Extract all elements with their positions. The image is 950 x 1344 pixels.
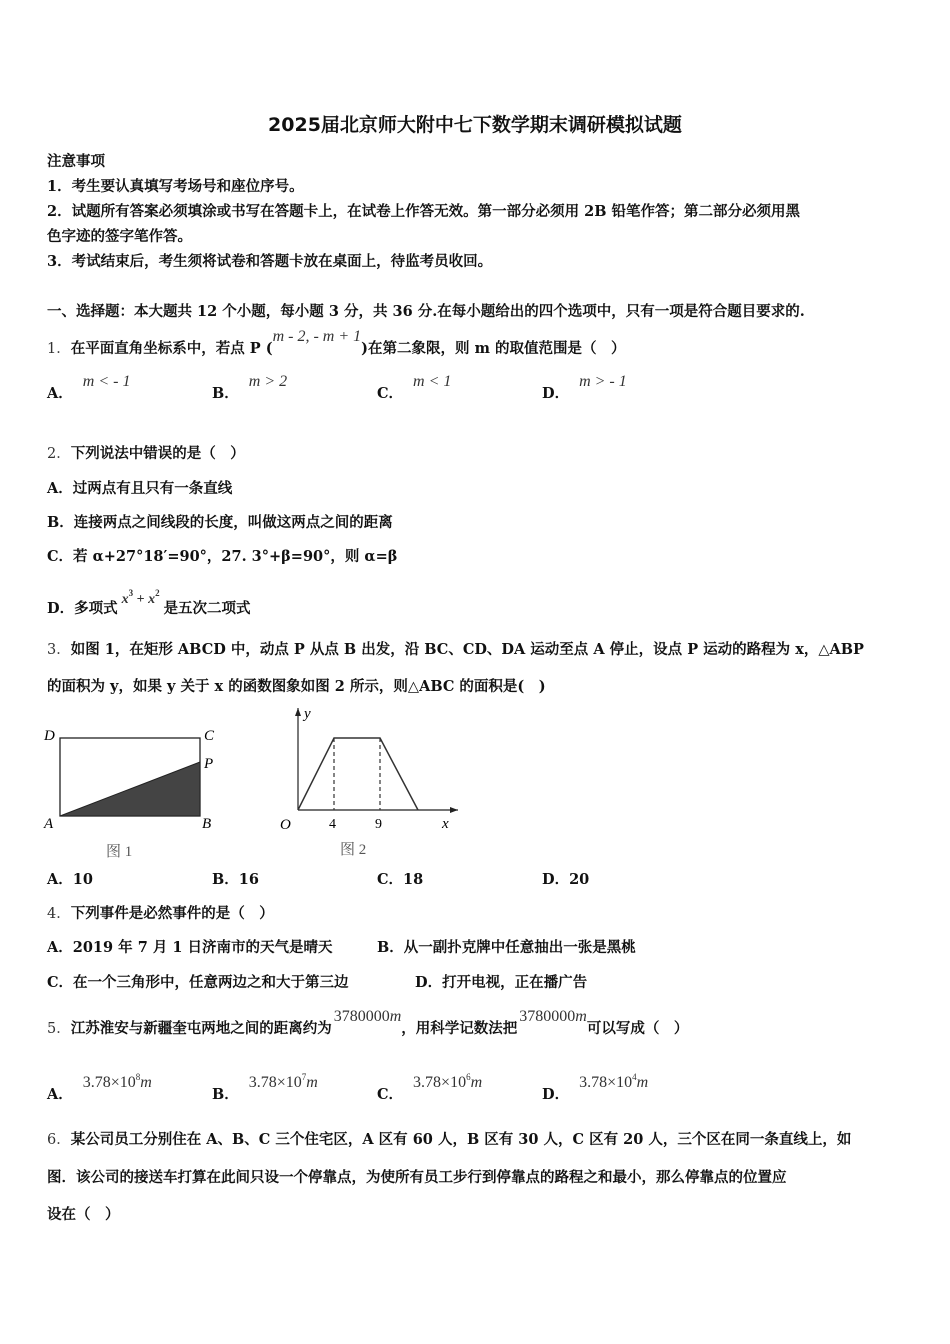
question-6-cont: 图．该公司的接送车打算在此间只设一个停靠点，为使所有员工步行到停靠点的路程之和最小，那么停靠点的位置应 (47, 1169, 787, 1186)
question-stem: 在平面直角坐标系中，若点 P ( (70, 340, 273, 357)
tick-9: 9 (375, 817, 382, 832)
label-x: x (442, 816, 449, 832)
q1-option-d: D．m > - 1 (542, 373, 627, 402)
q3-option-c: C．18 (377, 871, 424, 888)
q3-option-a: A．10 (47, 871, 93, 888)
q1-option-a: A．m < - 1 (47, 373, 131, 402)
figure-1-rectangle (40, 722, 230, 862)
question-4: 4．下列事件是必然事件的是（ ） (47, 905, 274, 922)
triangle-abp (60, 762, 200, 816)
notice-item-3: 3．考试结束后，考生须将试卷和答题卡放在桌面上，待监考员收回。 (47, 253, 493, 270)
q4-option-a: A．2019 年 7 月 1 日济南市的天气是晴天 (47, 939, 333, 956)
x-axis-arrow (450, 807, 458, 813)
math-expression: m - 2, - m + 1 (272, 328, 362, 345)
q5-option-c: C．$3.78\times 10^6m$ (377, 1072, 483, 1103)
notice-item-2: 2．试题所有答案必须填涂或书写在答题卡上，在试卷上作答无效。第一部分必须用 2B 铅笔作答；第二部分必须用黑 (47, 203, 801, 220)
label-y: y (304, 706, 311, 722)
q2-option-b: B．连接两点之间线段的长度，叫做这两点之间的距离 (47, 514, 393, 531)
notice-item-2-cont: 色字迹的签字笔作答。 (47, 228, 192, 245)
notice-heading: 注意事项 (47, 153, 105, 170)
section-heading: 一、选择题：本大题共 12 个小题，每小题 3 分，共 36 分.在每小题给出的四个选项中，只有一项是符合题目要求的. (47, 303, 805, 320)
label-c: C (204, 728, 215, 744)
label-p: P (204, 756, 214, 772)
q3-option-d: D．20 (542, 871, 590, 888)
q4-option-c: C．在一个三角形中，任意两边之和大于第三边 (47, 974, 349, 991)
q2-option-a: A．过两点有且只有一条直线 (47, 480, 233, 497)
label-d: D (44, 728, 55, 744)
figure-1-caption: 图 1 (106, 844, 133, 860)
q2-option-c: C．若 α+27°18′=90°，27. 3°+β=90°，则 α=β (47, 548, 398, 565)
question-number: 1． (47, 341, 71, 357)
q5-option-a: A．$3.78\times 10^8m$ (47, 1072, 152, 1103)
label-origin: O (280, 817, 291, 833)
question-stem-cont: )在第二象限，则 m 的取值范围是（ ） (361, 340, 626, 357)
q5-option-d: D．$3.78\times 10^4m$ (542, 1072, 649, 1103)
question-6-cont-2: 设在（ ） (47, 1206, 120, 1223)
figure-2-graph (262, 702, 462, 862)
function-graph (298, 738, 418, 810)
q2-option-d: D．多项式$x^3 + x^2$是五次二项式 (47, 588, 251, 617)
question-1 (47, 328, 626, 358)
q5-option-b: B．$3.78\times 10^7m$ (212, 1072, 318, 1103)
q3-option-b: B．16 (212, 871, 259, 888)
y-axis-arrow (295, 708, 301, 716)
label-b: B (202, 816, 212, 832)
q1-option-b: B．m > 2 (212, 373, 288, 402)
notice-item-1: 1．考生要认真填写考场号和座位序号。 (47, 178, 304, 195)
page-title: 2025届北京师大附中七下数学期末调研模拟试题 (268, 114, 682, 136)
question-5: 5．江苏淮安与新疆奎屯两地之间的距离约为3780000m，用科学记数法把3780000m可以写成（ ） (47, 1008, 689, 1037)
q1-option-c: C．m < 1 (377, 373, 452, 402)
question-3: 3．如图 1，在矩形 ABCD 中，动点 P 从点 B 出发，沿 BC、CD、DA 运动至点 A 停止，设点 P 运动的路程为 x，△ABP (47, 641, 864, 658)
question-2: 2．下列说法中错误的是（ ） (47, 445, 245, 462)
question-3-cont: 的面积为 y，如果 y 关于 x 的函数图象如图 2 所示，则△ABC 的面积是( ) (47, 678, 546, 695)
q4-option-b: B．从一副扑克牌中任意抽出一张是黑桃 (377, 939, 636, 956)
question-6: 6．某公司员工分别住在 A、B、C 三个住宅区，A 区有 60 人，B 区有 30 人，C 区有 20 人，三个区在同一条直线上，如 (47, 1131, 852, 1148)
figure-2-caption: 图 2 (340, 842, 367, 858)
q4-option-d: D．打开电视，正在播广告 (415, 974, 588, 991)
tick-4: 4 (329, 817, 336, 832)
label-a: A (44, 816, 54, 832)
